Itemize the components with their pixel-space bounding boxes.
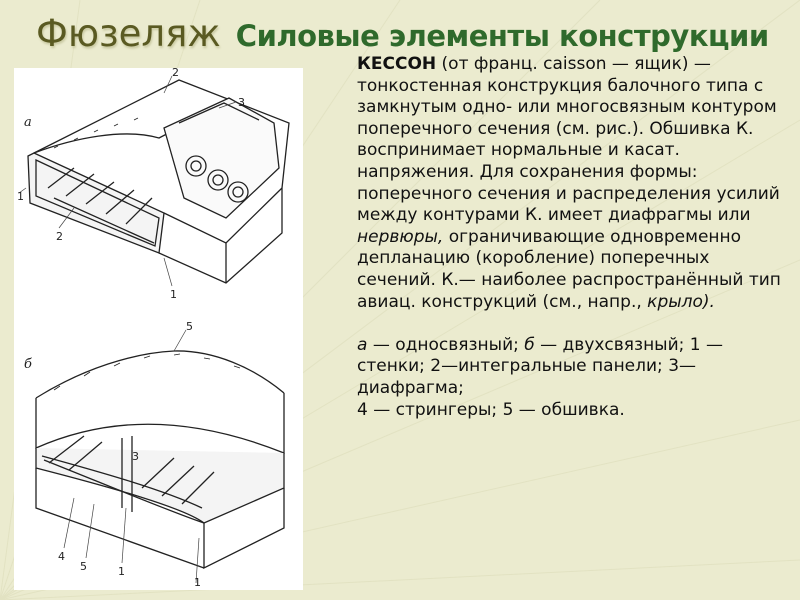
wing-link-text: крыло). [647,291,715,312]
callout-a-2-bottom: 2 [56,230,63,243]
title-main: Фюзеляж [36,12,221,55]
callout-b-3: 3 [132,450,139,463]
legend-b-marker: б [524,334,535,355]
legend-a-marker: а [357,334,368,355]
definition-text-continued: ограничивающие одновременно депланацию (коробление) поперечных сечений. К.— наиболее распространённый тип авиац. конструкций (см., напр., [357,226,781,312]
callout-b-1-right: 1 [194,576,201,589]
caisson-description [357,54,782,421]
term-keyword: КЕССОН [357,54,437,74]
caisson-drawing [14,68,303,590]
panel-a-label: а [24,115,32,130]
callout-b-1-middle: 1 [118,565,125,578]
figure-legend-line2: 4 — стрингеры; 5 — обшивка. [357,399,625,420]
definition-text: (от франц. caisson — ящик) — тонкостенная конструкция балочного типа с замкнутым одно- или многосвязным контуром поперечного сечения (см. рис.). Обшивка К. воспринимает нормальные и касат. напряжения. Для сохранения формы: поперечного сечения и распределения усилий между контурами К. имеет диафрагмы или [357,54,780,226]
callout-b-4: 4 [58,550,65,563]
legend-a-text: — односвязный; [367,334,525,355]
callout-b-5-top: 5 [186,320,193,333]
definition-paragraph [357,54,782,313]
callout-a-1-bottom: 1 [170,288,177,301]
legend-b-text: — двухсвязный; 1 — стенки; 2—интегральные панели; 3—диафрагма; [357,334,724,398]
callout-a-3: 3 [238,96,245,109]
panel-a-drawing [28,80,289,283]
figure-legend [357,335,782,400]
callout-a-1-left: 1 [17,190,24,203]
paragraph-gap [357,313,782,335]
title-subtitle: Силовые элементы конструкции [235,19,769,53]
callout-b-5-bottom: 5 [80,560,87,573]
ribs-term: нервюры, [357,226,444,247]
caisson-figure [14,68,303,590]
callout-a-2-top: 2 [172,68,179,79]
panel-b-label: б [24,357,32,372]
panel-b-drawing [36,351,284,568]
